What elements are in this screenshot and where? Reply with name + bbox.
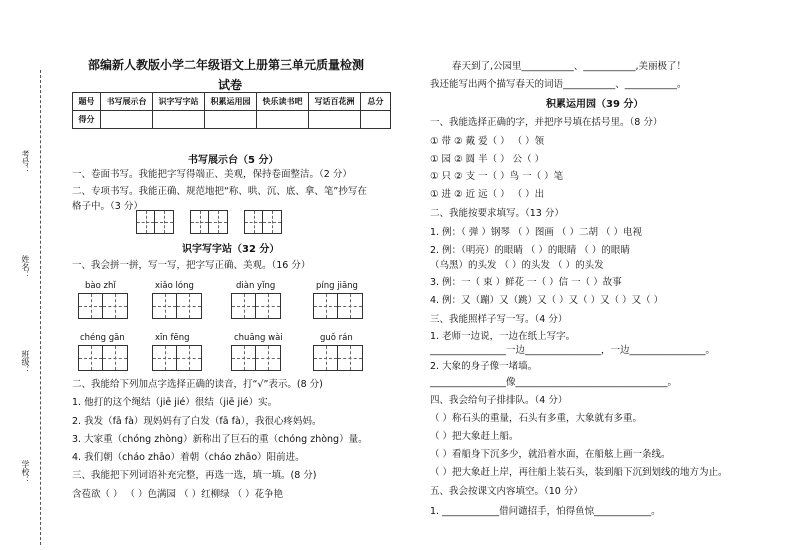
acc-q4-row: （ ）把大象赶上船。	[430, 431, 519, 442]
acc-q1-row: ① 带 ② 戴 爱（ ） （ ）领	[430, 136, 545, 147]
pinyin-label: xiǎo lóng	[155, 281, 194, 291]
acc-q2-item: 1. 例：（ 弹 ）钢琴 （ ）图画 （ ）二胡 （ ）电视	[430, 227, 642, 238]
writing-q2: 二、专项书写。我能正确、规范地把“称、哄、沉、底、拿、笔”抄写在	[72, 186, 367, 197]
write-grid[interactable]	[78, 345, 128, 371]
score-table	[72, 92, 391, 129]
school-label: 学校：	[21, 460, 30, 484]
write-grid[interactable]	[152, 293, 202, 319]
literacy-q3-line: 含苞欲（ ） （ ）色满园 （ ）红柳绿 （ ）花争艳	[72, 489, 284, 500]
copy-grid[interactable]	[136, 210, 174, 234]
spring-words: 我还能写出两个描写春天的词语___________、___________。	[430, 79, 687, 90]
write-grid[interactable]	[313, 345, 363, 371]
pinyin-label: guǒ rán	[320, 333, 353, 343]
write-grid[interactable]	[313, 293, 363, 319]
literacy-q1: 一、我会拼一拼，写一写，把字写正确、美观。（16 分）	[72, 260, 311, 271]
copy-grid[interactable]	[190, 210, 228, 234]
score-header-cell: 快乐读书吧	[257, 93, 309, 111]
literacy-q2-item: 2. 我发（fā fà）现妈妈有了白发（fā fà），我很心疼妈妈。	[72, 416, 322, 427]
writing-q1: 一、卷面书写。我能把字写得端正、美观，保持卷面整洁。（2 分）	[72, 169, 352, 180]
pinyin-label: diàn yǐng	[236, 281, 276, 291]
acc-q4-row: （ ）看船身下沉多少，就沿着水面，在船舷上画一条线。	[430, 449, 671, 460]
pinyin-label: bào zhǐ	[85, 281, 116, 291]
score-row-label: 得分	[73, 111, 101, 129]
pinyin-label: chéng gān	[80, 333, 125, 343]
score-header-cell: 总分	[361, 93, 391, 111]
pinyin-label: chuāng wài	[234, 333, 283, 343]
write-grid[interactable]	[152, 345, 202, 371]
acc-q4-row: （ ）把大象赶上岸，再往船上装石头，装到船下沉到划线的地方为止。	[430, 467, 728, 478]
score-header-cell: 写话百花洲	[309, 93, 361, 111]
binding-line	[40, 70, 41, 545]
exam-title-2: 试卷	[218, 78, 243, 92]
write-grid[interactable]	[78, 293, 128, 319]
literacy-q2-item: 4. 我们朝（cháo zhāo）着朝（cháo zhāo）阳前进。	[72, 452, 305, 463]
acc-q2-item: 4. 例：又（蹦）又（跳）又（ ）又（ ）又（ ）又（ ）	[430, 295, 664, 306]
acc-q2: 二、我能按要求填写。（13 分）	[430, 208, 564, 219]
name-label: 姓名：	[21, 255, 30, 279]
acc-q3: 三、我能照样子写一写。（4 分）	[430, 314, 568, 325]
acc-q5: 五、我会按课文内容填空。（10 分）	[430, 486, 583, 497]
score-header-cell: 识字写字站	[153, 93, 205, 111]
score-header-cell: 书写展示台	[101, 93, 153, 111]
score-cell[interactable]	[257, 111, 309, 129]
section-accumulation-title: 积累运用园（39 分）	[546, 99, 644, 110]
copy-grid[interactable]	[244, 210, 282, 234]
literacy-q2-item: 3. 大家重（chóng zhòng）新称出了巨石的重（chóng zhòng）量。	[72, 434, 368, 445]
acc-q5-item: 1. ____________借问谴招手，怕得鱼惊____________。	[430, 506, 661, 517]
writing-q2-cont: 格子中。（3 分）	[72, 201, 143, 212]
acc-q1-row: ① 园 ② 圆 半（ ） 公（ ）	[430, 154, 545, 165]
literacy-q3: 三、我能把下列词语补充完整，再选一选，填一填。(8 分)	[72, 470, 317, 481]
section-writing-title: 书写展示台（5 分）	[188, 155, 279, 166]
pinyin-label: píng jiāng	[316, 281, 358, 291]
acc-q1: 一、我能选择正确的字，并把序号填在括号里。（8 分）	[430, 117, 663, 128]
section-literacy-title: 识字写字站（32 分）	[182, 244, 280, 255]
class-label: 班级：	[21, 350, 30, 374]
acc-q3-answer[interactable]: ________________一边________________，一边________________。	[430, 345, 716, 356]
score-header-cell: 题号	[73, 93, 101, 111]
score-cell[interactable]	[101, 111, 153, 129]
acc-q3-item: 2. 大象的身子像一堵墙。	[430, 361, 538, 372]
score-cell[interactable]	[361, 111, 391, 129]
pinyin-label: xīn fēng	[155, 333, 190, 343]
acc-q4-row: （ ）称石头的重量，石头有多重，大象就有多重。	[430, 413, 643, 424]
acc-q2-item: 3. 例：一（ 束 ）鲜花 一（ ）信 一（ ）故事	[430, 277, 622, 288]
literacy-q2: 二、我能给下列加点字选择正确的读音，打“√”表示。(8 分)	[72, 379, 323, 390]
write-grid[interactable]	[231, 293, 281, 319]
acc-q2-item: （乌黑）的头发 （ ）的头发 （ ）的头发	[430, 260, 604, 271]
acc-q3-answer[interactable]: ________________像________________________________。	[430, 377, 678, 388]
score-cell[interactable]	[153, 111, 205, 129]
acc-q1-row: ① 只 ② 支 一（ ）鸟 一（ ）笔	[430, 171, 564, 182]
score-header-cell: 积累运用园	[205, 93, 257, 111]
score-cell[interactable]	[309, 111, 361, 129]
spring-sentence: 春天到了,公园里___________、___________,美丽极了！	[452, 61, 687, 72]
acc-q3-item: 1. 老师一边说，一边在纸上写字。	[430, 331, 576, 342]
write-grid[interactable]	[231, 345, 281, 371]
acc-q2-item: 2. 例：（明亮）的眼睛 （ ）的眼睛 （ ）的眼睛	[430, 245, 630, 256]
acc-q4: 四、我会给句子排排队。（4 分）	[430, 395, 568, 406]
literacy-q2-item: 1. 他打的这个绳结（jiē jié）很结（jiē jié）实。	[72, 397, 278, 408]
exam-title: 部编新人教版小学二年级语文上册第三单元质量检测	[88, 58, 365, 72]
score-cell[interactable]	[205, 111, 257, 129]
exam-no-label: 考号：	[21, 150, 30, 174]
acc-q1-row: ① 进 ② 近 远（ ） （ ）出	[430, 189, 545, 200]
